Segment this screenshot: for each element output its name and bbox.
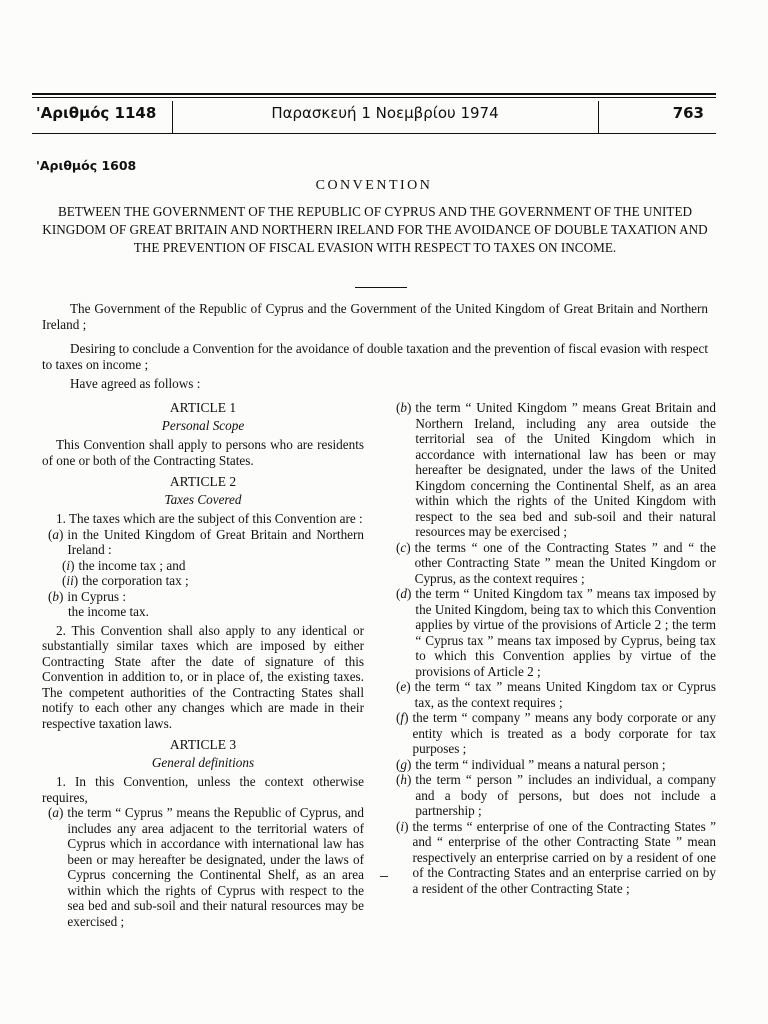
definition-item-d [396, 586, 716, 679]
item-label: (c) [396, 539, 411, 555]
item-label: (a) [48, 526, 64, 542]
item-text: in Cyprus : [67, 588, 127, 604]
item-text: the term “ Cyprus ” means the Republic of Cyprus, and includes any area adjacent to the territorial waters of Cyprus which in accordance with international law has been or may hereafter be designated, under the laws of Cyprus concerning the Continental Shelf, as an area within which the rights of Cyprus with respect to the sea bed and sub-soil and their natural resources may be exercised ; [67, 805, 364, 929]
article-2-paragraph-1: 1. The taxes which are the subject of this Convention are : [56, 511, 363, 526]
definition-item-b [396, 400, 716, 540]
article-2-item-b-text: the income tax. [68, 604, 149, 619]
margin-dash-mark [380, 876, 388, 877]
article-2-paragraph-2: 2. This Convention shall also apply to any identical or substantially similar taxes which are imposed by either Contracting State after the date of signature of this Convention in addition to, or in place of, the existing taxes. The competent authorities of the Contracting States shall notify to each other any changes which are made in their respective taxation laws. [42, 622, 364, 731]
item-label: (i) [62, 557, 75, 573]
item-text: the term “ United Kingdom ” means Great Britain and Northern Ireland, including any area outside the territorial sea of the United Kingdom which in accordance with international law has been or may hereafter be designated, under the laws of the United Kingdom concerning the Continental Shelf, as an area within which the rights of the United Kingdom with respect to the sea bed and sub-soil and their natural resources may be exercised ; [415, 400, 716, 539]
item-text: in the United Kingdom of Great Britain and Northern Ireland : [67, 526, 364, 557]
item-text: the term “ company ” means any body corporate or any entity which is treated as a body corporate for tax purposes ; [412, 710, 716, 756]
header-issue-number: 'Αριθμός 1148 [36, 104, 157, 122]
article-3-heading: ARTICLE 3 [169, 737, 237, 752]
item-text: the term “ individual ” means a natural person ; [415, 756, 666, 772]
article-2-item-a-i [42, 558, 364, 574]
header-date: Παρασκευή 1 Νοεμβρίου 1974 [271, 104, 499, 122]
item-label: (a) [48, 805, 64, 820]
definition-item-c [396, 540, 716, 587]
preamble-text: Have agreed as follows : [70, 376, 201, 391]
document-title: CONVENTION [315, 178, 433, 193]
item-text: the terms “ one of the Contracting States ” and “ the other Contracting State ” mean the United Kingdom or Cyprus, as the context requires ; [414, 539, 716, 586]
item-label: (e) [396, 679, 411, 694]
right-column [396, 400, 716, 896]
article-1-subheading: Personal Scope [161, 417, 245, 433]
article-1-text: This Convention shall apply to persons who are residents of one or both of the Contracting States. [42, 437, 364, 468]
definition-item-e [396, 679, 716, 710]
item-label: (b) [396, 400, 412, 415]
item-text: the term “ tax ” means United Kingdom tax or Cyprus tax, as the context requires ; [414, 679, 716, 710]
preamble-paragraph-2 [42, 341, 708, 373]
header-divider-right [598, 101, 599, 133]
item-text: the term “ person ” includes an individual, a company and a body of persons, but does not include a partnership ; [415, 772, 716, 818]
item-label: (f) [396, 710, 409, 725]
article-2-item-a-ii [42, 573, 364, 589]
item-text: the terms “ enterprise of one of the Contracting States ” and “ enterprise of the other Contracting State ” mean respectively an enterprise carried on by a resident of one of the Contracting States and an enterprise carried on by a resident of the other Contracting State ; [412, 818, 716, 896]
preamble-paragraph-1 [42, 301, 708, 333]
preamble-paragraph-3 [42, 376, 708, 392]
definition-item-h [396, 772, 716, 819]
title-divider [355, 287, 407, 288]
left-column [42, 400, 364, 929]
item-label: (g) [396, 756, 412, 772]
header-rule-top-thin [32, 97, 716, 98]
page-number: 763 [672, 104, 704, 122]
item-text: the term “ United Kingdom tax ” means tax imposed by the United Kingdom, being tax to which this Convention applies by virtue of the provisions of Article 2 ; the term “ Cyprus tax ” means tax imposed by Cyprus, being tax to which this Convention applies by virtue of the provisions of Article 2 ; [415, 586, 716, 679]
preamble-text: The Government of the Republic of Cyprus and the Government of the United Kingdom of Great Britain and Northern Ireland ; [42, 301, 708, 332]
article-2-subheading: Taxes Covered [164, 491, 242, 507]
document-number: 'Αριθμός 1608 [36, 158, 137, 173]
header-rule-bottom [32, 133, 716, 134]
article-2-heading: ARTICLE 2 [169, 474, 237, 489]
item-label: (b) [48, 588, 64, 604]
item-label: (h) [396, 772, 412, 787]
definition-item-i [396, 819, 716, 897]
article-2-item-b [42, 589, 364, 605]
header-rule-top [32, 93, 716, 95]
preamble-text: Desiring to conclude a Convention for the avoidance of double taxation and the prevention of fiscal evasion with respect to taxes on income ; [42, 341, 708, 372]
document-subtitle: BETWEEN THE GOVERNMENT OF THE REPUBLIC OF CYPRUS AND THE GOVERNMENT OF THE UNITED KINGDOM OF GREAT BRITAIN AND NORTHERN IRELAND FOR THE AVOIDANCE OF DOUBLE TAXATION AND THE PREVENTION OF FISCAL EVASION WITH RESPECT TO TAXES ON INCOME. [42, 204, 708, 255]
article-3-paragraph-1: 1. In this Convention, unless the context otherwise requires, [42, 774, 364, 805]
item-text: the corporation tax ; [82, 573, 189, 588]
definition-item-f [396, 710, 716, 757]
item-text: the income tax ; and [78, 557, 186, 573]
article-3-item-a [42, 805, 364, 929]
article-1-heading: ARTICLE 1 [169, 400, 237, 415]
article-3-subheading: General definitions [151, 754, 255, 770]
definition-item-g [396, 757, 716, 773]
article-2-item-a [42, 527, 364, 558]
item-label: (ii) [62, 573, 79, 588]
item-label: (d) [396, 586, 412, 601]
item-label: (i) [396, 818, 409, 834]
